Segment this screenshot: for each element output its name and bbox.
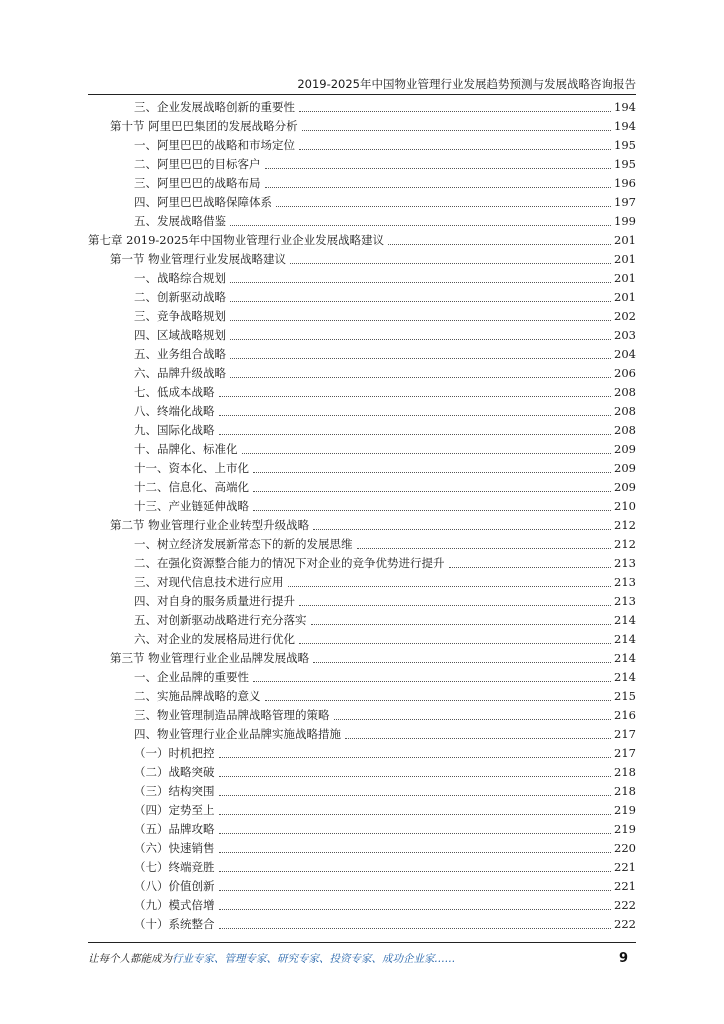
toc-entry-page: 195 [614, 157, 636, 171]
toc-entry-title: 三、对现代信息技术进行应用 [134, 575, 284, 589]
table-of-contents [88, 96, 636, 932]
toc-entry-page: 215 [614, 689, 636, 703]
dot-leader [302, 130, 611, 131]
toc-entry-title: 十一、资本化、上市化 [134, 461, 249, 475]
dot-leader [253, 681, 611, 682]
toc-entry-page: 196 [614, 176, 636, 190]
toc-entry[interactable] [88, 666, 636, 685]
toc-entry-page: 197 [614, 195, 636, 209]
toc-entry-page: 194 [614, 119, 636, 133]
toc-entry[interactable] [88, 495, 636, 514]
dot-leader [230, 301, 611, 302]
toc-entry[interactable] [88, 96, 636, 115]
toc-entry[interactable] [88, 533, 636, 552]
toc-entry-title: 二、阿里巴巴的目标客户 [134, 157, 261, 171]
toc-entry-title: 第二节 物业管理行业企业转型升级战略 [110, 518, 310, 532]
toc-entry-page: 222 [614, 898, 636, 912]
dot-leader [253, 472, 611, 473]
toc-entry-page: 216 [614, 708, 636, 722]
toc-entry[interactable] [88, 115, 636, 134]
toc-entry-title: 一、阿里巴巴的战略和市场定位 [134, 138, 295, 152]
toc-entry[interactable] [88, 837, 636, 856]
toc-entry-page: 199 [614, 214, 636, 228]
dot-leader [219, 434, 612, 435]
dot-leader [230, 339, 611, 340]
toc-entry[interactable] [88, 704, 636, 723]
toc-entry-title: 五、业务组合战略 [134, 347, 226, 361]
toc-entry[interactable] [88, 172, 636, 191]
dot-leader [219, 814, 612, 815]
toc-entry[interactable] [88, 324, 636, 343]
toc-entry-page: 202 [614, 309, 636, 323]
toc-entry-page: 208 [614, 385, 636, 399]
toc-entry-page: 221 [614, 860, 636, 874]
toc-entry-title: 五、发展战略借鉴 [134, 214, 226, 228]
toc-entry-page: 195 [614, 138, 636, 152]
dot-leader [449, 567, 612, 568]
toc-entry-page: 213 [614, 575, 636, 589]
toc-entry-title: 四、阿里巴巴战略保障体系 [134, 195, 272, 209]
toc-entry-title: （三）结构突围 [134, 784, 215, 798]
toc-entry-title: （六）快速销售 [134, 841, 215, 855]
dot-leader [219, 396, 612, 397]
toc-entry[interactable] [88, 381, 636, 400]
toc-entry-page: 212 [614, 537, 636, 551]
toc-entry-title: 第一节 物业管理行业发展战略建议 [110, 252, 287, 266]
page-header [88, 74, 636, 94]
dot-leader [253, 491, 611, 492]
page-number: 9 [618, 951, 628, 966]
footer-slogan-lead: 让每个人都能成为 [88, 953, 172, 965]
toc-entry[interactable] [88, 723, 636, 742]
toc-entry[interactable] [88, 362, 636, 381]
dot-leader [334, 719, 612, 720]
dot-leader [219, 890, 612, 891]
dot-leader [219, 415, 612, 416]
toc-entry-page: 213 [614, 594, 636, 608]
toc-entry[interactable] [88, 210, 636, 229]
toc-entry[interactable] [88, 609, 636, 628]
toc-entry[interactable] [88, 400, 636, 419]
toc-entry-title: 六、品牌升级战略 [134, 366, 226, 380]
toc-entry-title: （十）系统整合 [134, 917, 215, 931]
toc-entry[interactable] [88, 229, 636, 248]
dot-leader [313, 662, 611, 663]
dot-leader [230, 225, 611, 226]
toc-entry-title: 五、对创新驱动战略进行充分落实 [134, 613, 307, 627]
toc-entry-title: 七、低成本战略 [134, 385, 215, 399]
toc-entry-title: 二、在强化资源整合能力的情况下对企业的竞争优势进行提升 [134, 556, 445, 570]
toc-entry-title: 三、物业管理制造品牌战略管理的策略 [134, 708, 330, 722]
dot-leader [299, 111, 611, 112]
toc-entry-title: 三、竞争战略规划 [134, 309, 226, 323]
toc-entry[interactable] [88, 248, 636, 267]
toc-entry-title: （四）定势至上 [134, 803, 215, 817]
dot-leader [290, 263, 611, 264]
toc-entry-title: 一、企业品牌的重要性 [134, 670, 249, 684]
toc-entry-title: 四、物业管理行业企业品牌实施战略措施 [134, 727, 341, 741]
toc-entry-title: （九）模式倍增 [134, 898, 215, 912]
toc-entry[interactable] [88, 286, 636, 305]
toc-entry-page: 206 [614, 366, 636, 380]
dot-leader [230, 377, 611, 378]
toc-entry-page: 222 [614, 917, 636, 931]
dot-leader [219, 776, 612, 777]
dot-leader [313, 529, 611, 530]
toc-entry-title: （八）价值创新 [134, 879, 215, 893]
toc-entry-title: 九、国际化战略 [134, 423, 215, 437]
toc-entry-title: 第七章 2019-2025年中国物业管理行业企业发展战略建议 [88, 233, 385, 247]
footer-slogan-roles: 行业专家、管理专家、研究专家、投资专家、成功企业家…… [172, 953, 456, 965]
toc-entry-title: 二、实施品牌战略的意义 [134, 689, 261, 703]
toc-entry[interactable] [88, 647, 636, 666]
toc-entry[interactable] [88, 628, 636, 647]
toc-entry-page: 201 [614, 233, 636, 247]
toc-entry-page: 201 [614, 271, 636, 285]
dot-leader [265, 700, 612, 701]
toc-entry[interactable] [88, 818, 636, 837]
toc-entry-title: （一）时机把控 [134, 746, 215, 760]
report-title: 2019-2025年中国物业管理行业发展趋势预测与发展战略咨询报告 [297, 77, 636, 91]
dot-leader [357, 548, 612, 549]
toc-entry-title: 十、品牌化、标准化 [134, 442, 238, 456]
toc-entry[interactable] [88, 761, 636, 780]
toc-entry-page: 203 [614, 328, 636, 342]
toc-entry-title: 一、树立经济发展新常态下的新的发展思维 [134, 537, 353, 551]
toc-entry[interactable] [88, 685, 636, 704]
toc-entry-page: 214 [614, 632, 636, 646]
toc-entry[interactable] [88, 894, 636, 913]
dot-leader [219, 833, 612, 834]
toc-entry-title: 六、对企业的发展格局进行优化 [134, 632, 295, 646]
toc-entry-page: 204 [614, 347, 636, 361]
toc-entry-page: 217 [614, 746, 636, 760]
toc-entry-page: 217 [614, 727, 636, 741]
toc-entry-title: 三、企业发展战略创新的重要性 [134, 100, 295, 114]
toc-entry-title: （五）品牌攻略 [134, 822, 215, 836]
toc-entry-title: （二）战略突破 [134, 765, 215, 779]
toc-entry-title: 四、对自身的服务质量进行提升 [134, 594, 295, 608]
dot-leader [253, 510, 611, 511]
toc-entry-page: 214 [614, 651, 636, 665]
dot-leader [219, 928, 612, 929]
toc-entry-page: 209 [614, 442, 636, 456]
dot-leader [288, 586, 612, 587]
dot-leader [219, 909, 612, 910]
toc-entry-page: 213 [614, 556, 636, 570]
toc-entry[interactable] [88, 134, 636, 153]
toc-entry-page: 208 [614, 404, 636, 418]
toc-entry[interactable] [88, 305, 636, 324]
toc-entry[interactable] [88, 514, 636, 533]
toc-entry[interactable] [88, 191, 636, 210]
toc-entry-page: 194 [614, 100, 636, 114]
dot-leader [230, 282, 611, 283]
toc-entry-title: 四、区域战略规划 [134, 328, 226, 342]
toc-entry-page: 214 [614, 670, 636, 684]
dot-leader [219, 871, 612, 872]
toc-entry[interactable] [88, 153, 636, 172]
toc-entry[interactable] [88, 267, 636, 286]
toc-entry-page: 209 [614, 461, 636, 475]
toc-entry-page: 201 [614, 252, 636, 266]
dot-leader [265, 187, 612, 188]
toc-entry-page: 218 [614, 765, 636, 779]
toc-entry-page: 218 [614, 784, 636, 798]
dot-leader [299, 605, 611, 606]
toc-entry[interactable] [88, 590, 636, 609]
dot-leader [311, 624, 612, 625]
toc-entry[interactable] [88, 780, 636, 799]
toc-entry-page: 210 [614, 499, 636, 513]
toc-entry-title: 二、创新驱动战略 [134, 290, 226, 304]
toc-entry-title: 三、阿里巴巴的战略布局 [134, 176, 261, 190]
toc-entry[interactable] [88, 913, 636, 932]
toc-entry-page: 219 [614, 822, 636, 836]
toc-entry[interactable] [88, 552, 636, 571]
toc-entry-title: 第十节 阿里巴巴集团的发展战略分析 [110, 119, 298, 133]
toc-entry[interactable] [88, 742, 636, 761]
toc-entry-page: 212 [614, 518, 636, 532]
dot-leader [276, 206, 611, 207]
toc-entry-title: 一、战略综合规划 [134, 271, 226, 285]
dot-leader [242, 453, 612, 454]
dot-leader [388, 244, 611, 245]
dot-leader [265, 168, 612, 169]
toc-entry-title: 十二、信息化、高端化 [134, 480, 249, 494]
toc-entry-page: 209 [614, 480, 636, 494]
toc-entry[interactable] [88, 875, 636, 894]
dot-leader [345, 738, 611, 739]
toc-entry-title: 第三节 物业管理行业企业品牌发展战略 [110, 651, 310, 665]
toc-entry-page: 208 [614, 423, 636, 437]
dot-leader [219, 757, 612, 758]
header-rule [88, 94, 636, 95]
dot-leader [299, 643, 611, 644]
dot-leader [299, 149, 611, 150]
page-footer [88, 949, 636, 969]
toc-entry-title: 十三、产业链延伸战略 [134, 499, 249, 513]
footer-rule [88, 942, 636, 943]
toc-entry-page: 219 [614, 803, 636, 817]
toc-entry[interactable] [88, 457, 636, 476]
toc-entry-title: 八、终端化战略 [134, 404, 215, 418]
dot-leader [230, 358, 611, 359]
toc-entry-page: 214 [614, 613, 636, 627]
toc-entry-page: 220 [614, 841, 636, 855]
toc-entry-page: 221 [614, 879, 636, 893]
dot-leader [230, 320, 611, 321]
toc-entry[interactable] [88, 438, 636, 457]
toc-entry-page: 201 [614, 290, 636, 304]
toc-entry[interactable] [88, 799, 636, 818]
toc-entry-title: （七）终端竞胜 [134, 860, 215, 874]
toc-entry[interactable] [88, 476, 636, 495]
dot-leader [219, 852, 612, 853]
dot-leader [219, 795, 612, 796]
toc-entry[interactable] [88, 419, 636, 438]
toc-entry[interactable] [88, 856, 636, 875]
toc-entry[interactable] [88, 343, 636, 362]
toc-entry[interactable] [88, 571, 636, 590]
